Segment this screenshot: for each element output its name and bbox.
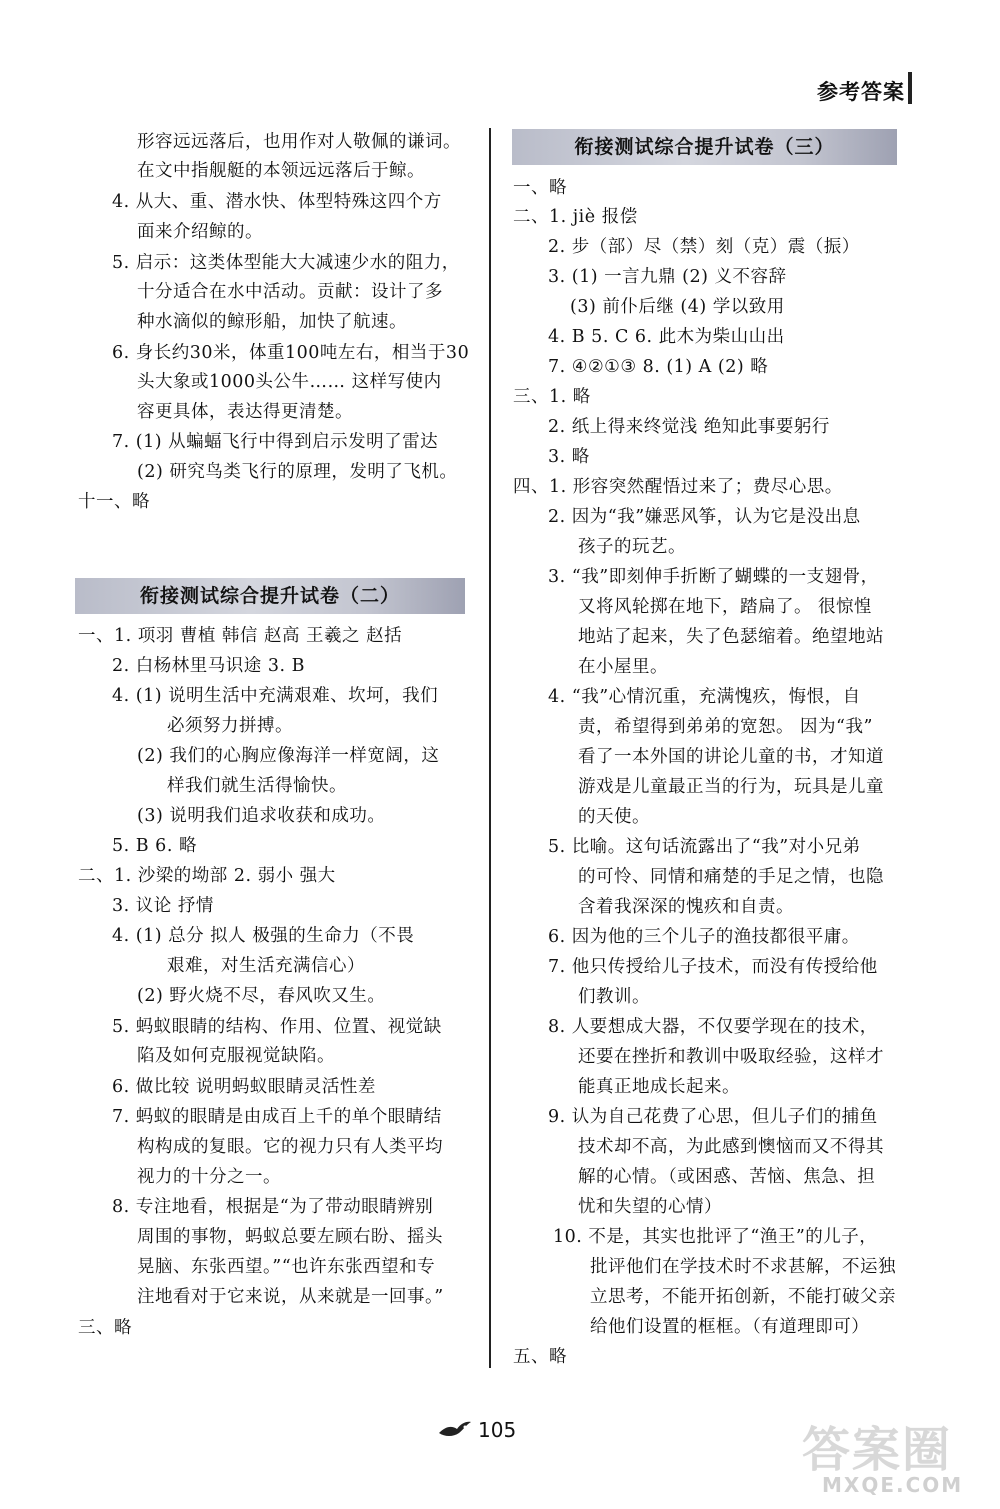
right-line: 五、略 bbox=[513, 1347, 567, 1367]
left-line: 晃脑、东张西望。”“也许东张西望和专 bbox=[137, 1257, 436, 1277]
right-line: 5. 比喻。这句话流露出了“我”对小兄弟 bbox=[548, 837, 861, 857]
right-line: (3) 前仆后继 (4) 学以致用 bbox=[570, 297, 785, 317]
left-line: 陷及如何克服视觉缺陷。 bbox=[137, 1046, 335, 1066]
left-line: 5. 启示：这类体型能大大减速少水的阻力， bbox=[112, 253, 460, 273]
left-line: 一、1. 项羽 曹植 韩信 赵高 王羲之 赵括 bbox=[78, 626, 403, 646]
left-line: 艰难，对生活充满信心） bbox=[167, 956, 365, 976]
left-line: (2) 研究鸟类飞行的原理，发明了飞机。 bbox=[137, 462, 458, 482]
left-line: (2) 我们的心胸应像海洋一样宽阔，这 bbox=[137, 746, 440, 766]
left-line: 4. (1) 说明生活中充满艰难、坎坷，我们 bbox=[112, 686, 439, 706]
right-line: 批评他们在学技术时不求甚解，不运独 bbox=[590, 1257, 896, 1277]
left-line: 5. B 6. 略 bbox=[112, 836, 197, 856]
right-line: 的天使。 bbox=[578, 807, 650, 827]
left-line: 6. 身长约30米，体重100吨左右，相当于30 bbox=[112, 343, 470, 363]
header-bar bbox=[908, 72, 912, 104]
right-line: 2. 纸上得来终觉浅 绝知此事要躬行 bbox=[548, 417, 830, 437]
watermark-url: MXQE.COM bbox=[822, 1473, 964, 1497]
left-line: 7. 蚂蚁的眼睛是由成百上千的单个眼睛结 bbox=[112, 1107, 442, 1127]
left-line: 构构成的复眼。它的视力只有人类平均 bbox=[137, 1137, 443, 1157]
watermark-logo-text: 答案圈 bbox=[802, 1422, 953, 1478]
right-line: 忧和失望的心情） bbox=[578, 1197, 722, 1217]
left-line: 4. (1) 总分 拟人 极强的生命力（不畏 bbox=[112, 926, 415, 946]
column-divider bbox=[489, 128, 491, 1368]
right-line: 3. “我”即刻伸手折断了蝴蝶的一支翅骨， bbox=[548, 567, 879, 587]
left-line: 形容远远落后，也用作对人敬佩的谦词。 bbox=[137, 132, 461, 152]
right-line: 3. (1) 一言九鼎 (2) 义不容辞 bbox=[548, 267, 787, 287]
right-line: 地站了起来，失了色瑟缩着。绝望地站 bbox=[578, 627, 884, 647]
right-line: 7. 他只传授给儿子技术，而没有传授给他 bbox=[548, 957, 878, 977]
left-line: 十分适合在水中活动。贡献：设计了多 bbox=[137, 282, 443, 302]
swallow-icon bbox=[437, 1419, 473, 1441]
left-line: 4. 从大、重、潜水快、体型特殊这四个方 bbox=[112, 192, 442, 212]
right-line: 解的心情。（或困惑、苦恼、焦急、担 bbox=[578, 1167, 876, 1187]
right-line: 的可怜、同情和痛楚的手足之情，也隐 bbox=[578, 867, 884, 887]
right-line: 给他们设置的框框。（有道理即可） bbox=[590, 1317, 870, 1337]
right-line: 4. “我”心情沉重，充满愧疚，悔恨，自 bbox=[548, 687, 861, 707]
left-line: 容更具体，表达得更清楚。 bbox=[137, 402, 353, 422]
page-number: 105 bbox=[478, 1418, 517, 1442]
right-line: 三、1. 略 bbox=[513, 387, 591, 407]
left-line: 种水滴似的鲸形船，加快了航速。 bbox=[137, 312, 407, 332]
right-line: 含着我深深的愧疚和自责。 bbox=[578, 897, 794, 917]
right-line: 还要在挫折和教训中吸取经验，这样才 bbox=[578, 1047, 884, 1067]
right-line: 10. 不是，其实也批评了“渔王”的儿子， bbox=[553, 1227, 878, 1247]
right-line: 们教训。 bbox=[578, 987, 650, 1007]
left-line: 面来介绍鲸的。 bbox=[137, 222, 263, 242]
left-line: 十一、略 bbox=[78, 492, 150, 512]
left-line: 注地看对于它来说，从来就是一回事。” bbox=[137, 1287, 444, 1307]
right-line: 四、1. 形容突然醒悟过来了；费尽心思。 bbox=[513, 477, 843, 497]
left-line: 在文中指舰艇的本领远远落后于鲸。 bbox=[137, 161, 425, 181]
right-line: 看了一本外国的讲论儿童的书，才知道 bbox=[578, 747, 884, 767]
watermark bbox=[802, 1411, 992, 1503]
right-line: 2. 步（部）尽（禁）刻（克）震（振） bbox=[548, 237, 860, 257]
left-line: 二、1. 沙梁的坳部 2. 弱小 强大 bbox=[78, 866, 336, 886]
right-line: 2. 因为“我”嫌恶风筝，认为它是没出息 bbox=[548, 507, 861, 527]
left-line: 必须努力拼搏。 bbox=[167, 716, 293, 736]
left-line: 周围的事物，蚂蚁总要左顾右盼、摇头 bbox=[137, 1227, 443, 1247]
section-3-banner: 衔接测试综合提升试卷（三） bbox=[512, 129, 897, 165]
left-line: 7. (1) 从蝙蝠飞行中得到启示发明了雷达 bbox=[112, 432, 439, 452]
right-line: 6. 因为他的三个儿子的渔技都很平庸。 bbox=[548, 927, 860, 947]
left-line: (3) 说明我们追求收获和成功。 bbox=[137, 806, 386, 826]
header-title: 参考答案 bbox=[817, 80, 905, 104]
left-line: 视力的十分之一。 bbox=[137, 1167, 281, 1187]
left-line: 5. 蚂蚁眼睛的结构、作用、位置、视觉缺 bbox=[112, 1017, 442, 1037]
right-line: 又将风轮掷在地下，踏扁了。 很惊惶 bbox=[578, 597, 873, 617]
right-line: 游戏是儿童最正当的行为，玩具是儿童 bbox=[578, 777, 884, 797]
right-line: 7. ④②①③ 8. (1) A (2) 略 bbox=[548, 357, 769, 377]
right-line: 一、略 bbox=[513, 178, 567, 198]
left-line: (2) 野火烧不尽，春风吹又生。 bbox=[137, 986, 386, 1006]
right-line: 8. 人要想成大器，不仅要学现在的技术， bbox=[548, 1017, 878, 1037]
right-line: 孩子的玩艺。 bbox=[578, 537, 686, 557]
left-line: 样我们就生活得愉快。 bbox=[167, 776, 347, 796]
right-line: 立思考，不能开拓创新，不能打破父亲 bbox=[590, 1287, 896, 1307]
section-2-banner: 衔接测试综合提升试卷（二） bbox=[75, 578, 465, 614]
left-line: 6. 做比较 说明蚂蚁眼睛灵活性差 bbox=[112, 1077, 376, 1097]
right-line: 9. 认为自己花费了心思，但儿子们的捕鱼 bbox=[548, 1107, 878, 1127]
left-line: 2. 白杨林里马识途 3. B bbox=[112, 656, 305, 676]
left-line: 头大象或1000头公牛…… 这样写使内 bbox=[137, 372, 442, 392]
left-line: 3. 议论 抒情 bbox=[112, 896, 214, 916]
right-line: 二、1. jiè 报偿 bbox=[513, 207, 638, 227]
left-line: 8. 专注地看，根据是“为了带动眼睛辨别 bbox=[112, 1197, 434, 1217]
right-line: 在小屋里。 bbox=[578, 657, 668, 677]
right-line: 技术却不高，为此感到懊恼而又不得其 bbox=[578, 1137, 884, 1157]
right-line: 能真正地成长起来。 bbox=[578, 1077, 740, 1097]
right-line: 责，希望得到弟弟的宽恕。 因为“我” bbox=[578, 717, 873, 737]
left-line: 三、略 bbox=[78, 1318, 132, 1338]
right-line: 4. B 5. C 6. 此木为柴山山出 bbox=[548, 327, 785, 347]
right-line: 3. 略 bbox=[548, 447, 590, 467]
